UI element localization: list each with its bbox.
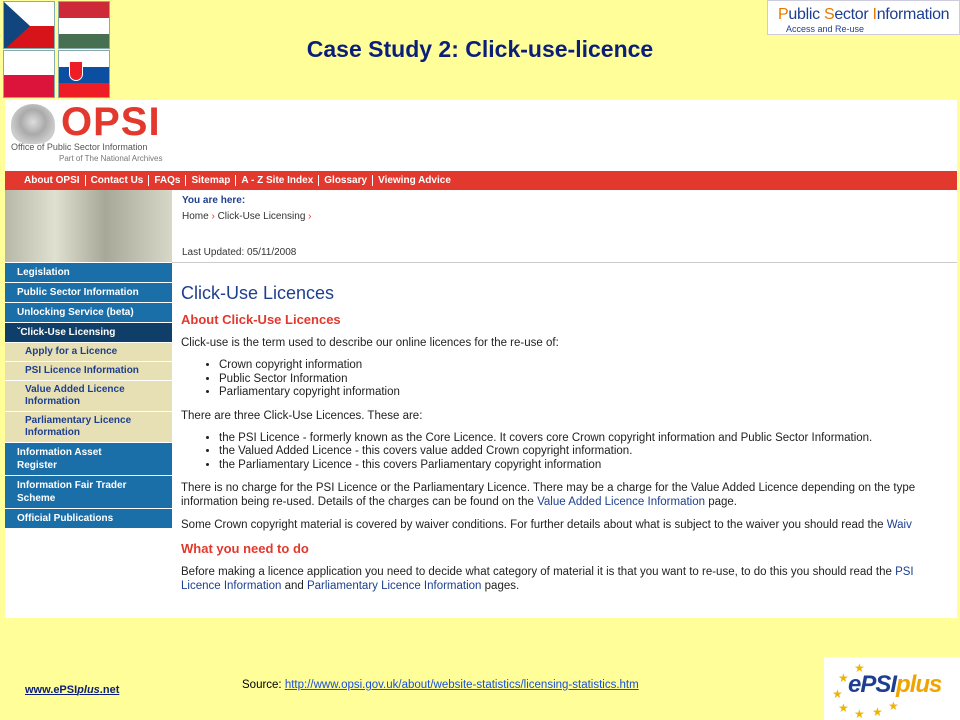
last-updated: Last Updated: 05/11/2008: [182, 247, 297, 258]
need-and: and: [281, 580, 307, 592]
chevron-right-icon: ›: [308, 211, 312, 222]
nav-contact-us[interactable]: Contact Us: [86, 175, 150, 186]
nav-faqs[interactable]: FAQs: [149, 175, 186, 186]
sidebar-nav: [5, 263, 172, 529]
opsi-header: [5, 100, 957, 170]
building-banner-image: [5, 190, 172, 262]
divider: [172, 262, 957, 263]
slovakia-coat-of-arms-icon: [69, 61, 83, 81]
star-icon: ★: [854, 661, 865, 675]
licence-list: [219, 432, 957, 473]
need-paragraph: [181, 565, 957, 593]
charges-line-2a: information being re-used. Details of the charges can be found on the: [181, 496, 538, 508]
opsi-subtitle-2: Part of The National Archives: [59, 154, 163, 163]
charges-line-1: There is no charge for the PSI Licence or the Parliamentary Licence. There may be a charge for the Value Added Licence depending on the type: [181, 482, 916, 494]
star-icon: ★: [854, 707, 865, 720]
page-heading: Click-Use Licences: [181, 283, 335, 303]
source-url-link[interactable]: http://www.opsi.gov.uk/about/website-statistics/licensing-statistics.htm: [284, 679, 639, 691]
list-item: • Public Sector Information: [219, 373, 957, 387]
breadcrumb: [182, 211, 312, 222]
value-added-licence-link[interactable]: Value Added Licence Information: [537, 496, 706, 508]
parliamentary-licence-link[interactable]: Parliamentary Licence Information: [306, 580, 482, 592]
star-icon: ★: [888, 699, 899, 713]
three-licences-intro: There are three Click-Use Licences. These are:: [181, 409, 423, 422]
nav-a-z-index[interactable]: A - Z Site Index: [236, 175, 319, 186]
star-icon: ★: [872, 705, 883, 719]
charges-line-2b: page.: [705, 496, 738, 508]
epsiplus-website-link[interactable]: www.ePSIplus.net: [25, 684, 120, 696]
star-icon: ★: [838, 671, 849, 685]
list-item: • Parliamentary copyright information: [219, 386, 957, 400]
psi-logo-title: Public Sector Information: [778, 6, 950, 23]
psi-logo: [767, 0, 960, 35]
sidebar-item-official-publications[interactable]: Official Publications: [5, 509, 172, 529]
nav-sitemap[interactable]: Sitemap: [186, 175, 236, 186]
main-content: [181, 283, 957, 602]
source-label: Source:: [242, 679, 285, 691]
epsiplus-logo: [824, 657, 960, 720]
star-icon: ★: [838, 701, 849, 715]
opsi-webpage-screenshot: [5, 100, 957, 618]
sidebar-item-click-use-licensing[interactable]: ˇClick-Use Licensing: [5, 323, 172, 343]
list-item: • the PSI Licence - formerly known as the Core Licence. It covers core Crown copyright information and Public Sector Information.: [219, 432, 957, 446]
you-are-here-label: You are here:: [182, 195, 246, 206]
list-item: • the Valued Added Licence - this covers value added Crown copyright information.: [219, 445, 957, 459]
sidebar-item-information-asset-register[interactable]: Information Asset Register: [5, 443, 172, 476]
psi-logo-subtitle: Access and Re-use: [786, 24, 865, 34]
list-item: • the Parliamentary Licence - this covers Parliamentary copyright information: [219, 459, 957, 473]
material-list: [219, 359, 957, 400]
sidebar-subitem-parliamentary[interactable]: Parliamentary Licence Information: [5, 412, 172, 443]
waiver-link[interactable]: Waiv: [886, 519, 912, 531]
sidebar-subitem-value-added[interactable]: Value Added Licence Information: [5, 381, 172, 412]
epsiplus-wordmark: ePSIplus: [848, 671, 942, 698]
sidebar-subitem-apply[interactable]: Apply for a Licence: [5, 343, 172, 362]
licence-information-link[interactable]: Licence Information: [181, 580, 282, 592]
what-you-need-heading: What you need to do: [181, 541, 309, 556]
sidebar-item-public-sector-information[interactable]: Public Sector Information: [5, 283, 172, 303]
chevron-right-icon: ›: [211, 211, 218, 222]
nav-about-opsi[interactable]: About OPSI: [19, 175, 86, 186]
sidebar-item-unlocking-service[interactable]: Unlocking Service (beta): [5, 303, 172, 323]
about-heading: About Click-Use Licences: [181, 312, 341, 327]
breadcrumb-home[interactable]: Home: [182, 211, 209, 222]
breadcrumb-click-use[interactable]: Click-Use Licensing: [217, 211, 306, 222]
opsi-logo[interactable]: OPSI: [61, 100, 161, 144]
source-line: [242, 679, 639, 691]
need-end: pages.: [481, 580, 520, 592]
opsi-nav-bar: [5, 171, 957, 190]
charges-paragraph: [181, 481, 957, 509]
sidebar-item-fair-trader-scheme[interactable]: Information Fair Trader Scheme: [5, 476, 172, 509]
star-icon: ★: [832, 687, 843, 701]
nav-glossary[interactable]: Glossary: [319, 175, 373, 186]
waiver-paragraph: [181, 518, 957, 532]
need-text: Before making a licence application you need to decide what category of material it is that you want to re-use, to do this you should read the: [181, 566, 896, 578]
waiver-text: Some Crown copyright material is covered by waiver conditions. For further details about what is subject to the waiver you should read the: [181, 519, 887, 531]
intro-text: Click-use is the term used to describe our online licences for the re-use of:: [181, 337, 559, 349]
opsi-subtitle: Office of Public Sector Information: [11, 142, 148, 152]
royal-crest-icon: [11, 104, 55, 144]
list-item: • Crown copyright information: [219, 359, 957, 373]
sidebar-item-legislation[interactable]: Legislation: [5, 263, 172, 283]
psi-link[interactable]: PSI: [895, 566, 914, 578]
sidebar-subitem-psi-licence[interactable]: PSI Licence Information: [5, 362, 172, 381]
slide-title: Case Study 2: Click-use-licence: [306, 36, 654, 62]
nav-viewing-advice[interactable]: Viewing Advice: [378, 175, 451, 186]
